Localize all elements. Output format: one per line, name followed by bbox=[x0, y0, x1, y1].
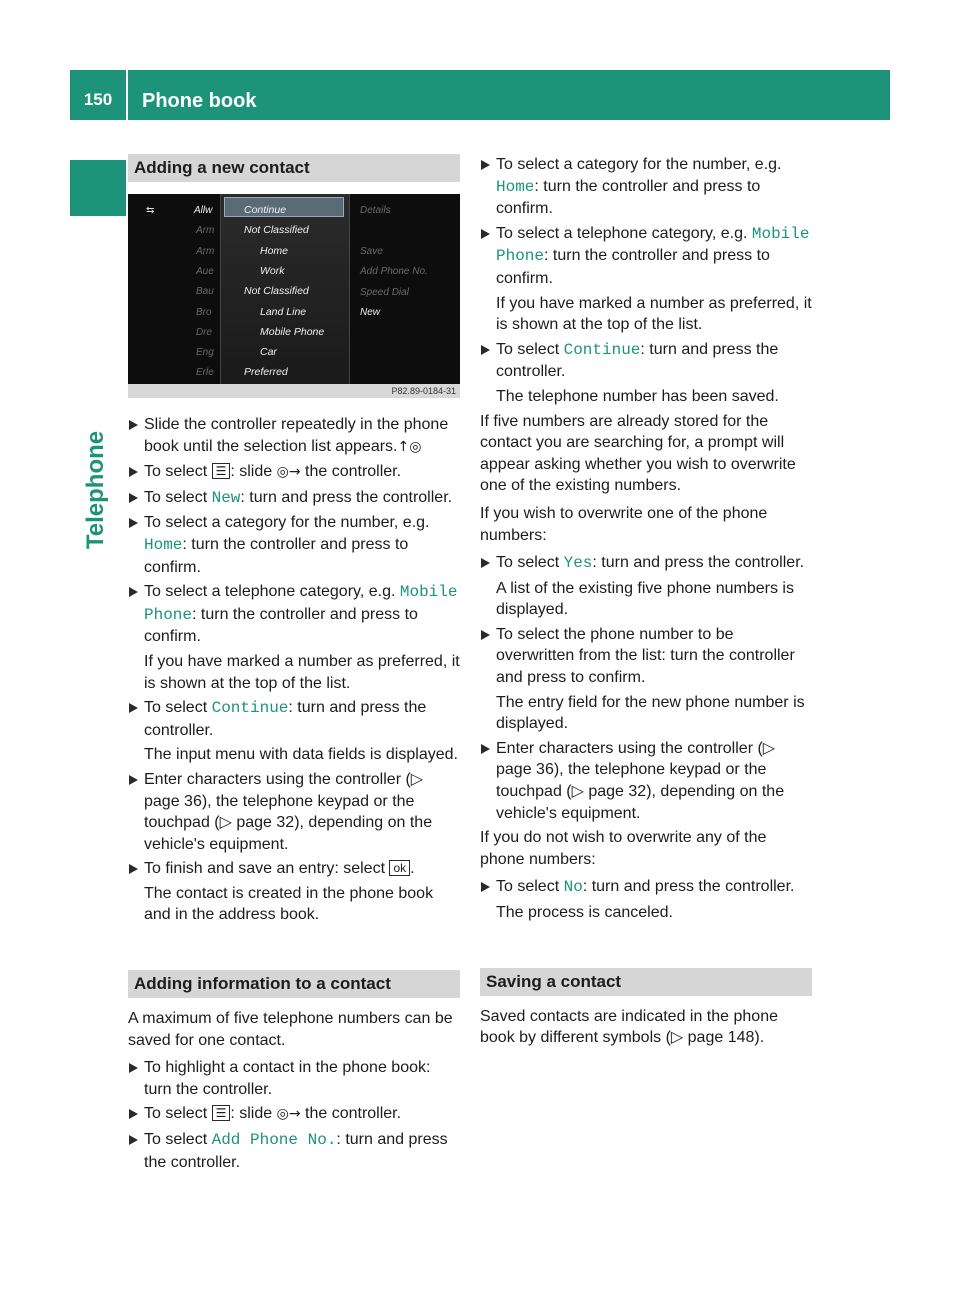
paragraph: Saved contacts are indicated in the phone book by different symbols (▷ page 148). bbox=[480, 1007, 778, 1047]
instruction-step bbox=[480, 223, 812, 290]
contact-entry: Aue bbox=[196, 265, 214, 277]
instruction-step bbox=[128, 697, 460, 741]
step-result: If you have marked a number as preferred, it is shown at the top of the list. bbox=[144, 652, 460, 692]
steps-overwrite bbox=[480, 552, 812, 824]
paragraph: If you do not wish to overwrite any of the phone numbers: bbox=[480, 829, 767, 868]
menu-entry: Mobile Phone bbox=[260, 325, 325, 338]
paragraph: A maximum of five telephone numbers can be saved for one contact. bbox=[128, 1010, 453, 1049]
contact-entry: Bau bbox=[196, 286, 214, 298]
step-text: To select a category for the number, e.g. bbox=[144, 514, 430, 532]
menu-entry: Not Classified bbox=[244, 224, 309, 237]
step-text: To highlight a contact in the phone book: turn the controller. bbox=[144, 1059, 431, 1098]
menu-key-icon: ☰ bbox=[212, 463, 231, 479]
menu-entry: Home bbox=[260, 244, 289, 257]
menu-option-label: Mobile Phone bbox=[496, 224, 810, 266]
step-text: To select a telephone category, e.g. bbox=[144, 583, 400, 601]
menu-entry: Car bbox=[260, 346, 277, 359]
step-text: To select bbox=[144, 1105, 212, 1123]
paragraph: If five numbers are already stored for the contact you are searching for, a prompt will appear asking whether you wish to overwrite one of the existing numbers. bbox=[480, 412, 796, 495]
menu-option-label: Yes bbox=[563, 554, 593, 573]
option-entry: Details bbox=[360, 205, 391, 216]
step-text: : turn the controller and press to confirm. bbox=[144, 535, 409, 576]
menu-entry: Land Line bbox=[260, 305, 307, 318]
image-code: P82.89-0184-31 bbox=[128, 384, 460, 398]
step-text: : turn the controller and press to confirm. bbox=[144, 605, 418, 646]
step-text: the controller repeatedly in the phone book until the selection list appears. bbox=[144, 416, 449, 455]
contact-entry: Eng bbox=[196, 347, 214, 359]
step-text: Enter characters using the controller (▷ page 36), the telephone keypad or the touchpad (▷ page 32), depending on the vehicle's equipment. bbox=[496, 739, 785, 822]
instruction-step bbox=[480, 339, 812, 383]
step-text: Slide bbox=[144, 416, 185, 433]
option-entry: New bbox=[360, 307, 381, 318]
paragraph: If you wish to overwrite one of the phone numbers: bbox=[480, 504, 768, 544]
step-text: : slide bbox=[230, 1105, 277, 1123]
steps-cancel bbox=[480, 876, 812, 923]
menu-option-label: Add Phone No. bbox=[211, 1131, 337, 1150]
step-text: : slide bbox=[230, 463, 277, 481]
steps-continued bbox=[480, 154, 812, 408]
step-text: To select bbox=[144, 488, 212, 506]
step-result: The telephone number has been saved. bbox=[496, 387, 779, 405]
controller-icon: ◎→ bbox=[276, 1106, 301, 1123]
step-text: : turn and press the controller. bbox=[144, 699, 427, 739]
menu-option-label: No bbox=[563, 878, 583, 897]
page-number: 150 bbox=[83, 90, 113, 109]
contact-entry: Arm bbox=[196, 245, 215, 257]
step-result: If you have marked a number as preferred, it is shown at the top of the list. bbox=[496, 294, 812, 334]
step-text: : turn the controller and press to confirm. bbox=[496, 177, 761, 218]
instruction-step bbox=[128, 1057, 460, 1100]
menu-entry: Preferred bbox=[244, 366, 288, 379]
step-text: : turn and press the controller. bbox=[582, 878, 795, 896]
instruction-step bbox=[480, 154, 812, 220]
menu-key-icon: ☰ bbox=[212, 1105, 231, 1121]
step-text: Enter characters using the controller (▷ page 36), the telephone keypad or the touchpad (▷ page 32), depending on the vehicle's equipment. bbox=[144, 770, 433, 853]
chapter-label: Telephone bbox=[82, 430, 109, 550]
instruction-step bbox=[480, 738, 812, 824]
right-column bbox=[480, 154, 812, 1055]
page-title: Phone book bbox=[142, 90, 257, 112]
section-heading-adding-information: Adding information to a contact bbox=[128, 970, 460, 998]
step-result: The contact is created in the phone book and in the address book. bbox=[144, 884, 434, 924]
page-header bbox=[70, 70, 890, 120]
step-text: To select bbox=[144, 699, 212, 717]
controller-icon: ◎→ bbox=[276, 464, 301, 481]
step-text: To select the phone number to be overwritten from the list: turn the controller and press to confirm. bbox=[496, 625, 795, 687]
left-column bbox=[128, 154, 460, 1176]
menu-option-label: Home bbox=[496, 177, 535, 196]
option-entry: Add Phone No. bbox=[360, 266, 428, 277]
section-heading-saving-contact: Saving a contact bbox=[480, 968, 812, 996]
step-result: The entry field for the new phone number is displayed. bbox=[496, 693, 805, 733]
chapter-tab bbox=[70, 160, 126, 216]
step-text: : turn and press the controller. bbox=[496, 340, 779, 381]
instruction-step bbox=[128, 414, 460, 458]
menu-option-label: Home bbox=[144, 535, 183, 554]
controller-icon: ↑◎ bbox=[397, 438, 422, 455]
menu-option-label: Mobile Phone bbox=[144, 583, 458, 624]
header-divider bbox=[126, 70, 128, 120]
contact-entry: Allw bbox=[194, 205, 213, 216]
instruction-step bbox=[128, 512, 460, 578]
steps-adding-new-contact bbox=[128, 414, 460, 926]
step-text: the controller. bbox=[300, 463, 402, 481]
contact-entry: Dre bbox=[196, 326, 213, 338]
instruction-step bbox=[480, 624, 812, 689]
instruction-step bbox=[128, 1103, 460, 1126]
step-text: : turn the controller and press to confirm. bbox=[496, 247, 770, 287]
menu-entry: Not Classified bbox=[244, 285, 309, 298]
step-result: The process is canceled. bbox=[496, 904, 673, 921]
step-text: . bbox=[410, 860, 415, 878]
step-text: To select bbox=[496, 340, 564, 358]
instruction-step bbox=[128, 1129, 460, 1173]
instruction-step bbox=[128, 858, 460, 880]
step-text: To select bbox=[496, 878, 564, 896]
step-text: To select bbox=[144, 463, 212, 481]
option-entry: Speed Dial bbox=[360, 287, 409, 298]
instruction-step bbox=[128, 487, 460, 510]
instruction-step bbox=[480, 876, 812, 899]
instruction-step bbox=[128, 461, 460, 484]
contact-entry: Erle bbox=[196, 367, 214, 379]
step-text: To select bbox=[144, 1131, 212, 1149]
section-heading-adding-new-contact: Adding a new contact bbox=[128, 154, 460, 182]
step-text: To select bbox=[496, 554, 564, 572]
menu-entry: Work bbox=[260, 264, 285, 277]
display-screenshot bbox=[128, 194, 460, 398]
steps-adding-information bbox=[128, 1057, 460, 1173]
menu-option-label: New bbox=[211, 488, 241, 507]
menu-key-icon: ok bbox=[389, 860, 410, 876]
step-text: the controller. bbox=[300, 1105, 402, 1123]
menu-entry: Continue bbox=[244, 204, 287, 216]
contact-entry: Arm bbox=[196, 225, 215, 237]
step-text: To finish and save an entry: select bbox=[144, 860, 390, 878]
step-result: The input menu with data fields is displayed. bbox=[144, 746, 458, 764]
step-text: To select a telephone category, e.g. bbox=[496, 224, 752, 242]
back-icon: ⇆ bbox=[146, 205, 155, 216]
instruction-step bbox=[480, 552, 812, 575]
menu-option-label: Continue bbox=[563, 340, 641, 359]
instruction-step bbox=[128, 581, 460, 648]
step-text: To select a category for the number, e.g. bbox=[496, 156, 782, 173]
option-entry: Save bbox=[360, 246, 383, 257]
step-result: A list of the existing five phone numbers is displayed. bbox=[496, 579, 794, 619]
contact-entry: Bro bbox=[196, 306, 212, 318]
step-text: : turn and press the controller. bbox=[240, 488, 453, 506]
step-text: : turn and press the controller. bbox=[592, 554, 805, 572]
menu-option-label: Continue bbox=[211, 699, 289, 718]
step-text: : turn and press the controller. bbox=[144, 1131, 448, 1171]
instruction-step bbox=[128, 769, 460, 855]
